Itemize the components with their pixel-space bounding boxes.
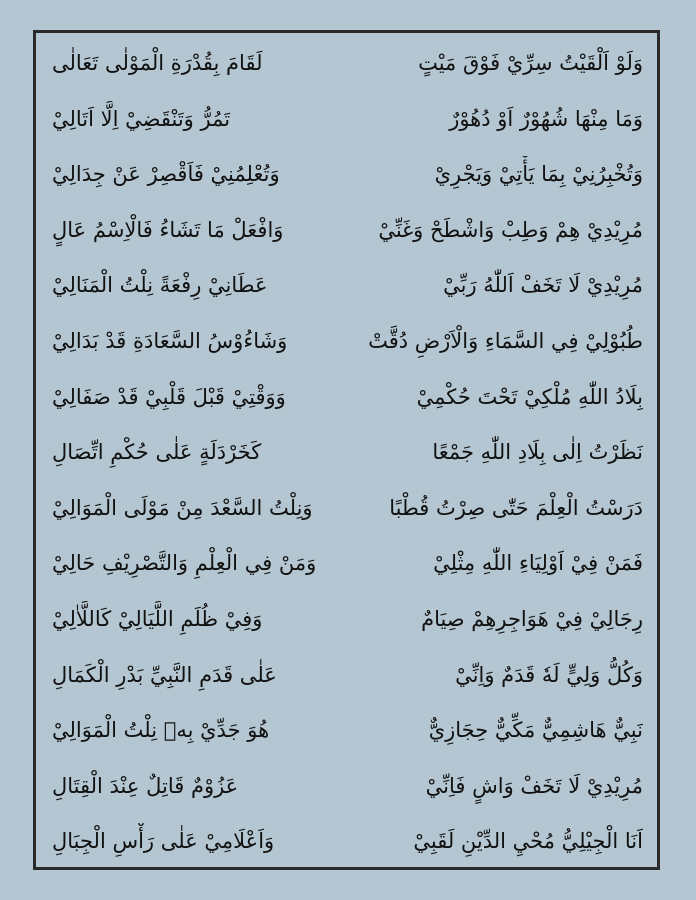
verse-12-second-hemistich: عَلٰى قَدَمِ النَّبِيِّ بَدْرِ الْكَمَالِ [52, 662, 277, 687]
verse-5 [40, 255, 655, 311]
poem-verses [40, 33, 655, 867]
verse-11-first-hemistich: رِجَالِيْ فِيْ هَوَاجِرِهِمْ صِيَامٌ [421, 606, 643, 631]
verse-2-first-hemistich: وَمَا مِنْهَا شُهُوْرٌ اَوْ دُهُوْرٌ [449, 106, 643, 131]
verse-2 [40, 89, 655, 145]
verse-11-second-hemistich: وَفِيْ ظُلَمِ اللَّيَالِيْ كَاللَّاٰلِيْ [52, 606, 263, 631]
verse-6-second-hemistich: وَشَاءُوْسُ السَّعَادَةِ قَدْ بَدَالِيْ [52, 328, 288, 353]
verse-14-first-hemistich: مُرِيْدِيْ لَا تَخَفْ وَاشٍ فَاِنِّيْ [425, 773, 643, 798]
verse-8-second-hemistich: كَخَرْدَلَةٍ عَلٰى حُكْمِ اتِّصَالِ [52, 440, 262, 465]
verse-4 [40, 200, 655, 256]
verse-15-second-hemistich: وَاَعْلَامِيْ عَلٰى رَأْسِ الْجِبَالِ [52, 829, 275, 854]
verse-7 [40, 367, 655, 423]
verse-4-second-hemistich: وَافْعَلْ مَا تَشَاءُ فَالْاِسْمُ عَالٍ [52, 217, 284, 242]
verse-9-first-hemistich: دَرَسْتُ الْعِلْمَ حَتّٰى صِرْتُ قُطْبًا [389, 495, 643, 520]
verse-15 [40, 811, 655, 867]
verse-11 [40, 589, 655, 645]
verse-13-second-hemistich: هُوَ جَدِّيْ بِهٖ نِلْتُ الْمَوَالِيْ [52, 718, 270, 743]
verse-9 [40, 478, 655, 534]
verse-1-first-hemistich: وَلَوْ اَلْقَيْتُ سِرِّيْ فَوْقَ مَيْتٍ [418, 51, 643, 75]
verse-14-second-hemistich: عَزُوْمٌ قَاتِلٌ عِنْدَ الْقِتَالِ [52, 773, 239, 798]
verse-12 [40, 645, 655, 701]
verse-5-first-hemistich: مُرِيْدِيْ لَا تَخَفْ اَللّٰهُ رَبِّيْ [443, 273, 643, 298]
verse-4-first-hemistich: مُرِيْدِيْ هِمْ وَطِبْ وَاشْطَحْ وَغَنِّيْ [378, 217, 643, 242]
verse-14 [40, 756, 655, 812]
verse-13 [40, 700, 655, 756]
verse-1-second-hemistich: لَقَامَ بِقُدْرَةِ الْمَوْلٰى تَعَالٰى [52, 51, 263, 75]
verse-7-first-hemistich: بِلَادُ اللّٰهِ مُلْكِيْ تَحْتَ حُكْمِيْ [416, 384, 643, 409]
verse-8 [40, 422, 655, 478]
verse-6 [40, 311, 655, 367]
verse-10 [40, 533, 655, 589]
verse-3-second-hemistich: وَتُعْلِمُنِيْ فَاَقْصِرْ عَنْ جِدَالِيْ [52, 162, 280, 187]
verse-5-second-hemistich: عَطَانِيْ رِفْعَةً نِلْتُ الْمَنَالِيْ [52, 273, 268, 298]
verse-2-second-hemistich: تَمُرُّ وَتَنْقَضِيْ اِلَّا اَتَالِيْ [52, 106, 231, 131]
verse-15-first-hemistich: اَنَا الْجِيْلِيُّ مُحْيِ الدِّيْنِ لَقَبِيْ [413, 829, 643, 854]
verse-13-first-hemistich: نَبِيٌّ هَاشِمِيٌّ مَكِّيٌّ حِجَازِيٌّ [428, 718, 643, 743]
verse-9-second-hemistich: وَنِلْتُ السَّعْدَ مِنْ مَوْلَى الْمَوَالِيْ [52, 495, 313, 520]
verse-12-first-hemistich: وَكُلُّ وَلِيٍّ لَهٗ قَدَمٌ وَاِنِّيْ [455, 662, 643, 687]
verse-3 [40, 144, 655, 200]
verse-6-first-hemistich: طُبُوْلِيْ فِي السَّمَاءِ وَالْاَرْضِ دُقَّتْ [368, 328, 643, 353]
verse-3-first-hemistich: وَتُخْبِرُنِيْ بِمَا يَأْتِيْ وَيَجْرِيْ [434, 162, 643, 187]
verse-10-second-hemistich: وَمَنْ فِي الْعِلْمِ وَالتَّصْرِيْفِ حَالِيْ [52, 551, 317, 576]
verse-7-second-hemistich: وَوَقْتِيْ قَبْلَ قَلْبِيْ قَدْ صَفَالِيْ [52, 384, 286, 409]
verse-8-first-hemistich: نَظَرْتُ اِلٰى بِلَادِ اللّٰهِ جَمْعًا [432, 440, 643, 465]
verse-1 [40, 33, 655, 89]
verse-10-first-hemistich: فَمَنْ فِيْ اَوْلِيَاءِ اللّٰهِ مِثْلِيْ [433, 551, 643, 576]
